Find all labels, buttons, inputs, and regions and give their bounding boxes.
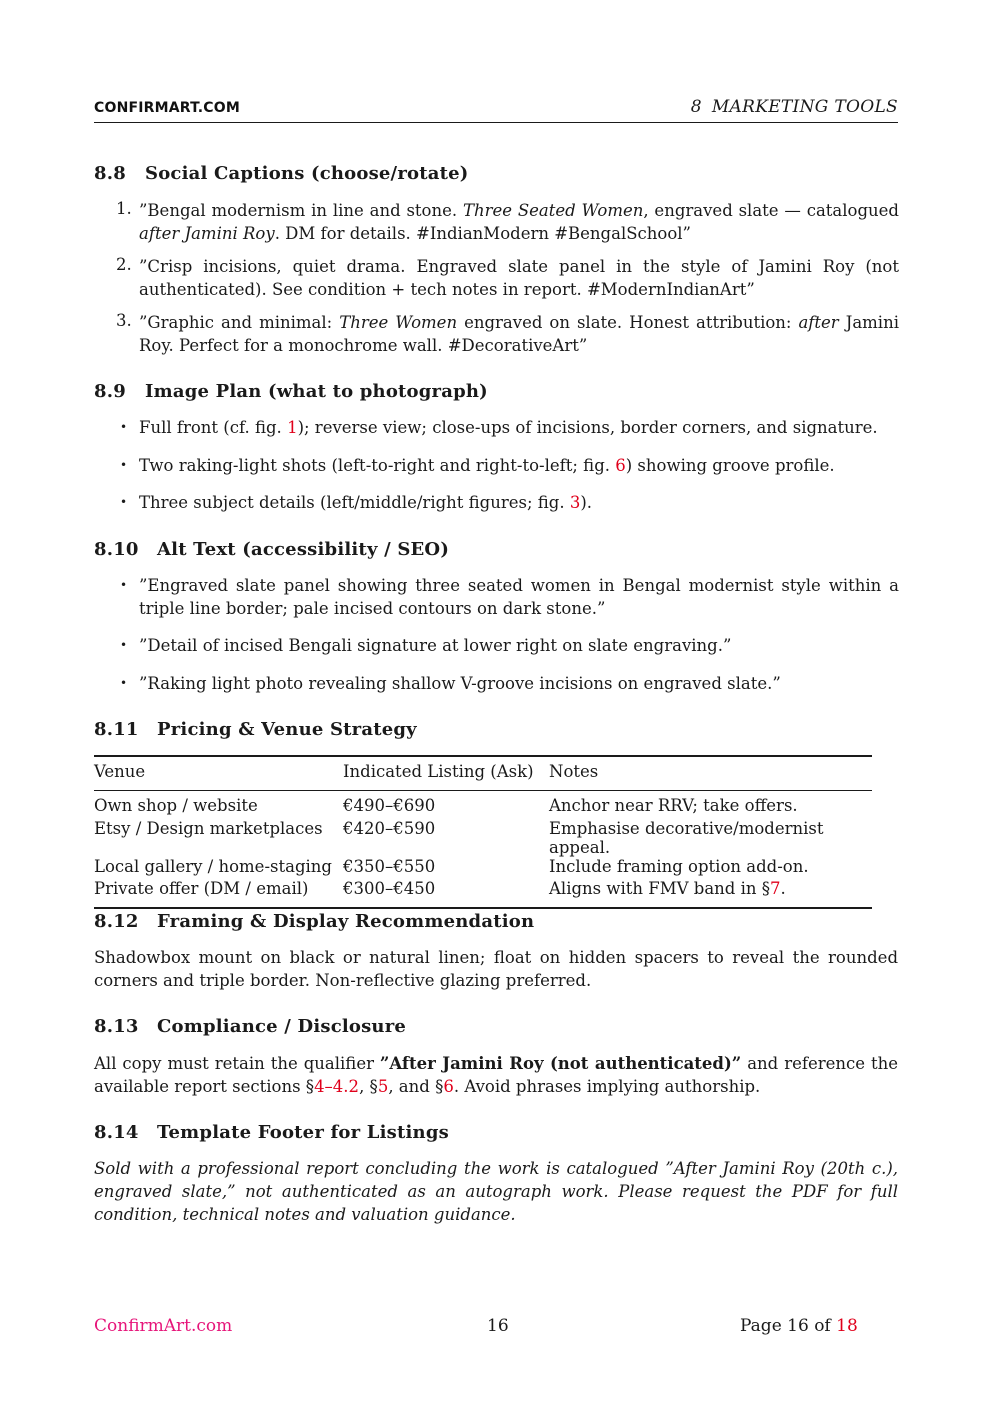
page-header — [94, 96, 898, 123]
section-title: Social Captions (choose/rotate) — [145, 163, 469, 184]
venue-cell: Etsy / Design marketplaces — [94, 818, 323, 838]
framing-paragraph: Shadowbox mount on black or natural linen; float on hidden spacers to reveal the rounded corners and triple border. Non-reflective glazing preferred. — [94, 948, 898, 990]
section-heading-8-11: 8.11 Pricing & Venue Strategy — [94, 719, 417, 740]
column-header: Indicated Listing (Ask) — [343, 756, 549, 791]
section-link[interactable]: 6 — [443, 1077, 454, 1096]
compliance-paragraph: All copy must retain the qualifier ”After Jamini Roy (not authenticated)” and reference the available report sections §4–4.2, §5, and §6. Avoid phrases implying authorship. — [94, 1054, 898, 1096]
caption-3: ”Graphic and minimal: Three Women engraved on slate. Honest attribution: after Jamini Roy. Perfect for a monochrome wall. #DecorativeArt” — [139, 313, 899, 355]
caption-2: ”Crisp incisions, quiet drama. Engraved slate panel in the style of Jamini Roy (not authenticated). See condition + tech notes in report. #ModernIndianArt” — [139, 257, 899, 299]
list-item: Three subject details (left/middle/right figures; fig. 3). — [139, 493, 593, 512]
table-row — [94, 857, 872, 880]
caption-1: ”Bengal modernism in line and stone. Three Seated Women, engraved slate — catalogued after Jamini Roy. DM for details. #IndianModern #BengalSchool” — [139, 201, 899, 243]
table-row — [94, 879, 872, 908]
column-header: Notes — [549, 756, 872, 791]
qualifier-text: ”After Jamini Roy (not authenticated)” — [379, 1054, 742, 1073]
figure-link[interactable]: 3 — [569, 493, 581, 512]
ask-cell: €490–€690 — [343, 796, 436, 815]
listing-footer-template: Sold with a professional report concluding the work is catalogued ”After Jamini Roy (20th c.), engraved slate,” not authenticated as an autograph work. Please request the PDF for full condition, technical notes and valuation guidance. — [94, 1159, 898, 1224]
alt-text-item: ”Raking light photo revealing shallow V-groove incisions on engraved slate.” — [139, 674, 781, 693]
notes-cell: Include framing option add-on. — [549, 856, 809, 876]
chapter-number: 8 — [690, 97, 702, 117]
section-heading-8-9: 8.9 Image Plan (what to photograph) — [94, 381, 488, 402]
footer-site-link[interactable]: ConfirmArt.com — [94, 1316, 233, 1336]
bullet-icon: • — [120, 578, 128, 592]
list-marker: 3. — [116, 311, 132, 330]
total-pages-link[interactable]: 18 — [836, 1316, 858, 1336]
venue-cell: Private offer (DM / email) — [94, 879, 343, 908]
section-heading-8-14: 8.14 Template Footer for Listings — [94, 1122, 449, 1143]
bullet-icon: • — [120, 495, 128, 509]
footer-page-count: Page 16 of 18 — [740, 1316, 858, 1336]
figure-link[interactable]: 1 — [287, 418, 298, 437]
venue-cell: Local gallery / home-staging — [94, 856, 332, 876]
section-heading-8-12: 8.12 Framing & Display Recommendation — [94, 911, 535, 932]
table-row — [94, 819, 872, 857]
section-heading-8-10: 8.10 Alt Text (accessibility / SEO) — [94, 539, 450, 560]
section-link[interactable]: 7 — [770, 879, 781, 898]
list-marker: 2. — [116, 255, 132, 274]
ask-cell: €420–€590 — [343, 818, 436, 838]
ask-cell: €300–€450 — [343, 879, 549, 908]
venue-cell: Own shop / website — [94, 796, 258, 815]
section-heading-8-13: 8.13 Compliance / Disclosure — [94, 1016, 407, 1037]
list-item: Full front (cf. fig. 1); reverse view; close-ups of incisions, border corners, and signature. — [139, 418, 878, 437]
running-header — [691, 97, 898, 117]
column-header: Venue — [94, 756, 343, 791]
table-header-row — [94, 756, 872, 791]
bullet-icon: • — [120, 420, 128, 434]
list-marker: 1. — [116, 199, 132, 218]
ask-cell: €350–€550 — [343, 856, 436, 876]
footer-page-number: 16 — [487, 1316, 509, 1336]
list-item: Two raking-light shots (left-to-right and right-to-left; fig. 6) showing groove profile. — [139, 456, 835, 475]
chapter-title: MARKETING TOOLS — [711, 97, 898, 117]
table-row — [94, 791, 872, 819]
bullet-icon: • — [120, 638, 128, 652]
bullet-icon: • — [120, 458, 128, 472]
section-link[interactable]: 4–4.2 — [314, 1077, 360, 1096]
notes-cell: Anchor near RRV; take offers. — [549, 796, 798, 815]
section-heading-8-8 — [94, 163, 468, 184]
bullet-icon: • — [120, 676, 128, 690]
figure-link[interactable]: 6 — [615, 456, 626, 475]
confirmart-logo[interactable]: CONFIRMART.COM — [94, 100, 241, 116]
section-link[interactable]: 5 — [377, 1077, 389, 1096]
pricing-table — [94, 755, 872, 909]
notes-cell: Emphasise decorative/modernist appeal. — [549, 818, 824, 857]
section-number: 8.8 — [94, 163, 126, 184]
alt-text-item: ”Detail of incised Bengali signature at lower right on slate engraving.” — [139, 636, 732, 655]
notes-cell: Aligns with FMV band in §7. — [549, 879, 872, 908]
alt-text-item: ”Engraved slate panel showing three seated women in Bengal modernist style within a triple line border; pale incised contours on dark stone.” — [139, 576, 899, 618]
